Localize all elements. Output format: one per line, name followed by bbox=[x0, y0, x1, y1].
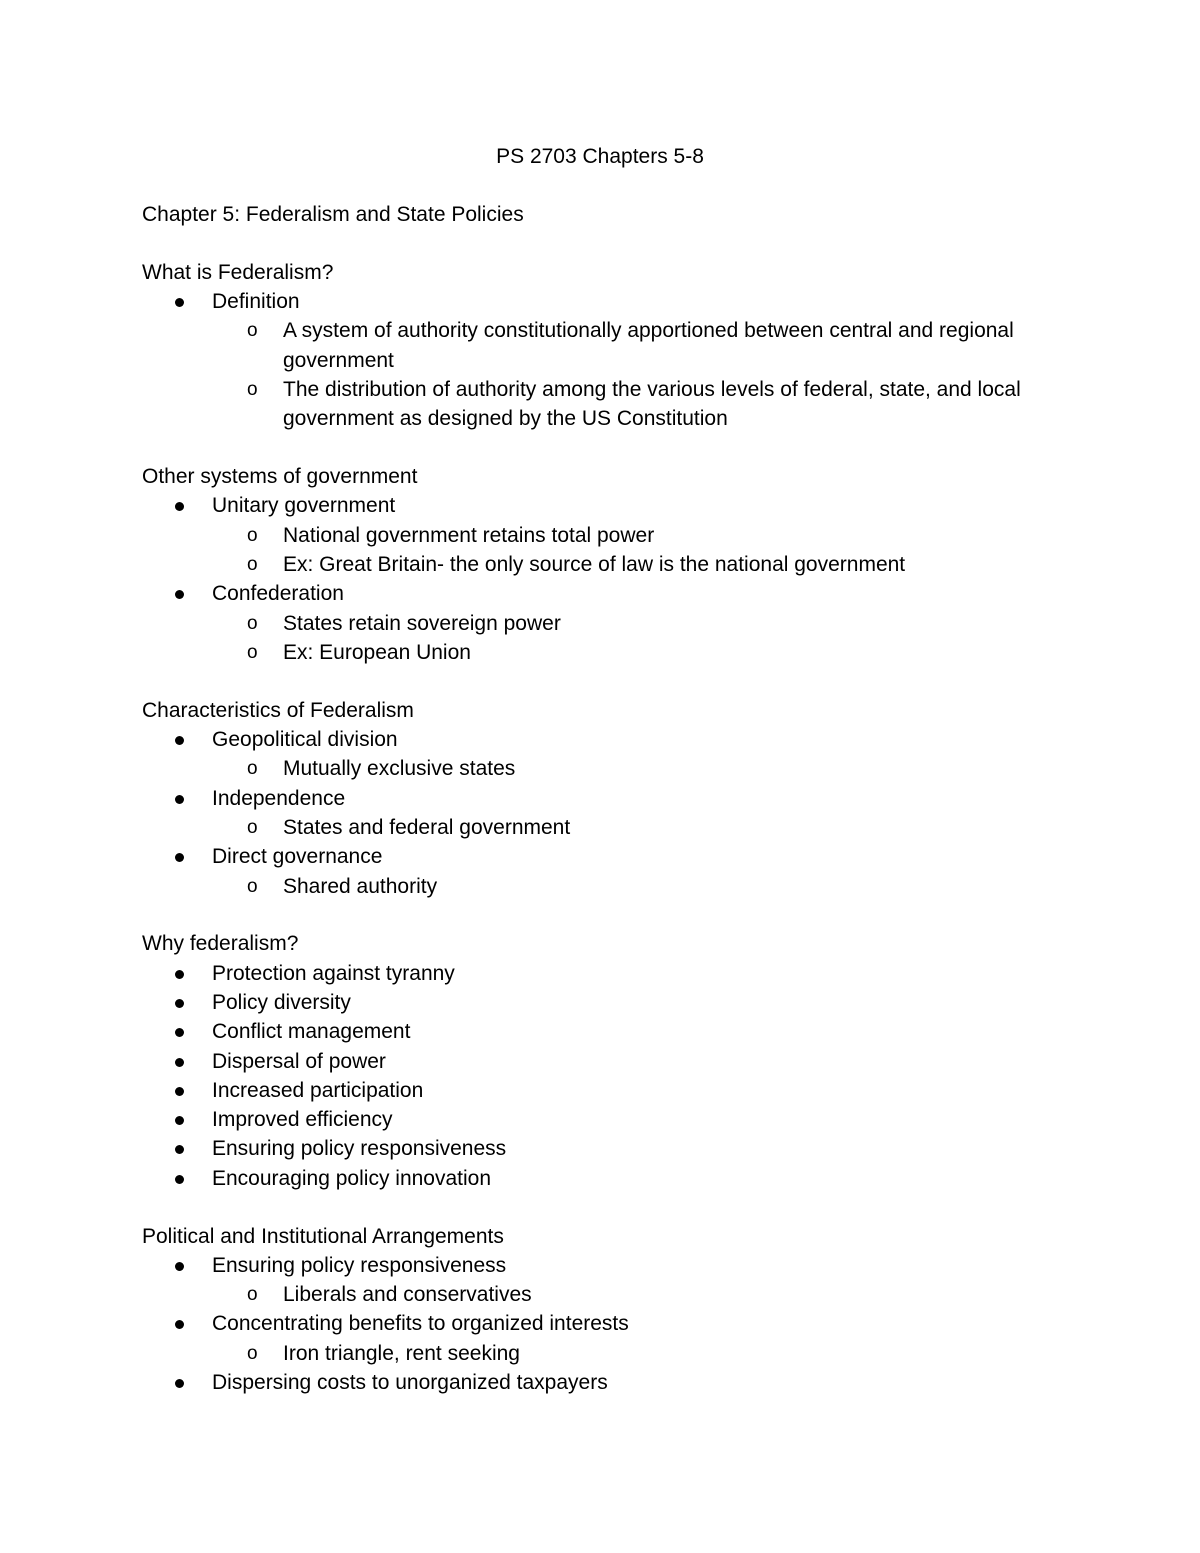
sub-list-item: Shared authority bbox=[283, 874, 438, 898]
sub-list-item: Liberals and conservatives bbox=[283, 1283, 532, 1307]
chapter-heading: Chapter 5: Federalism and State Policies bbox=[142, 203, 524, 226]
sub-bullet-icon: o bbox=[247, 524, 258, 546]
list-item: Conflict management bbox=[212, 1020, 411, 1044]
bullet-icon bbox=[175, 1087, 184, 1096]
list-item: Increased participation bbox=[212, 1078, 424, 1102]
bullet-icon bbox=[175, 298, 184, 307]
bullet-icon bbox=[175, 795, 184, 804]
list-item: Dispersal of power bbox=[212, 1049, 386, 1073]
sub-bullet-icon: o bbox=[247, 641, 258, 663]
sub-list-item: States and federal government bbox=[283, 815, 571, 839]
section-heading: Why federalism? bbox=[142, 932, 299, 956]
list-item: Direct governance bbox=[212, 845, 383, 869]
section-heading: What is Federalism? bbox=[142, 260, 334, 284]
sub-list-item: Ex: Great Britain- the only source of law is the national government bbox=[283, 553, 906, 576]
bullet-icon bbox=[175, 502, 184, 511]
sub-bullet-icon: o bbox=[247, 612, 258, 634]
bullet-icon bbox=[175, 999, 184, 1008]
sub-bullet-icon: o bbox=[247, 875, 258, 897]
list-item: Policy diversity bbox=[212, 990, 351, 1014]
sub-bullet-icon: o bbox=[247, 554, 258, 575]
list-item: Protection against tyranny bbox=[212, 961, 455, 985]
sub-list-item: National government retains total power bbox=[283, 523, 655, 547]
list-item: Concentrating benefits to organized interests bbox=[212, 1312, 629, 1336]
sub-list-item: Iron triangle, rent seeking bbox=[283, 1341, 520, 1365]
bullet-icon bbox=[175, 853, 184, 862]
sub-bullet-icon: o bbox=[247, 1284, 258, 1306]
sub-bullet-icon: o bbox=[247, 1342, 258, 1364]
sub-list-item: The distribution of authority among the various levels of federal, state, and local bbox=[283, 378, 1021, 401]
document-title: PS 2703 Chapters 5-8 bbox=[496, 145, 704, 168]
section-heading: Political and Institutional Arrangements bbox=[142, 1224, 504, 1248]
sub-list-item: government bbox=[283, 348, 394, 372]
list-item: Encouraging policy innovation bbox=[212, 1166, 492, 1190]
bullet-icon bbox=[175, 1058, 184, 1067]
list-item: Confederation bbox=[212, 582, 344, 606]
bullet-icon bbox=[175, 970, 184, 979]
bullet-icon bbox=[175, 1379, 184, 1388]
bullet-icon bbox=[175, 736, 184, 745]
list-item: Independence bbox=[212, 786, 346, 810]
sub-list-item: Ex: European Union bbox=[283, 640, 471, 664]
sub-bullet-icon: o bbox=[247, 379, 258, 400]
bullet-icon bbox=[175, 1320, 184, 1329]
list-item: Geopolitical division bbox=[212, 728, 398, 751]
list-item: Ensuring policy responsiveness bbox=[212, 1253, 507, 1277]
sub-list-item: government as designed by the US Constitution bbox=[283, 407, 728, 431]
sub-list-item: States retain sovereign power bbox=[283, 611, 561, 635]
sub-bullet-icon: o bbox=[247, 816, 258, 838]
list-item: Unitary government bbox=[212, 494, 396, 518]
bullet-icon bbox=[175, 1116, 184, 1125]
list-item: Ensuring policy responsiveness bbox=[212, 1137, 507, 1161]
list-item: Definition bbox=[212, 290, 300, 314]
sub-bullet-icon: o bbox=[247, 758, 258, 780]
bullet-icon bbox=[175, 590, 184, 599]
bullet-icon bbox=[175, 1145, 184, 1154]
list-item: Improved efficiency bbox=[212, 1108, 393, 1132]
sub-list-item: Mutually exclusive states bbox=[283, 757, 516, 781]
sub-bullet-icon: o bbox=[247, 320, 258, 342]
bullet-icon bbox=[175, 1262, 184, 1271]
section-heading: Characteristics of Federalism bbox=[142, 698, 414, 722]
bullet-icon bbox=[175, 1028, 184, 1037]
sub-list-item: A system of authority constitutionally apportioned between central and regional bbox=[283, 319, 1014, 343]
list-item: Dispersing costs to unorganized taxpayers bbox=[212, 1371, 608, 1394]
section-heading: Other systems of government bbox=[142, 465, 418, 489]
bullet-icon bbox=[175, 1175, 184, 1184]
